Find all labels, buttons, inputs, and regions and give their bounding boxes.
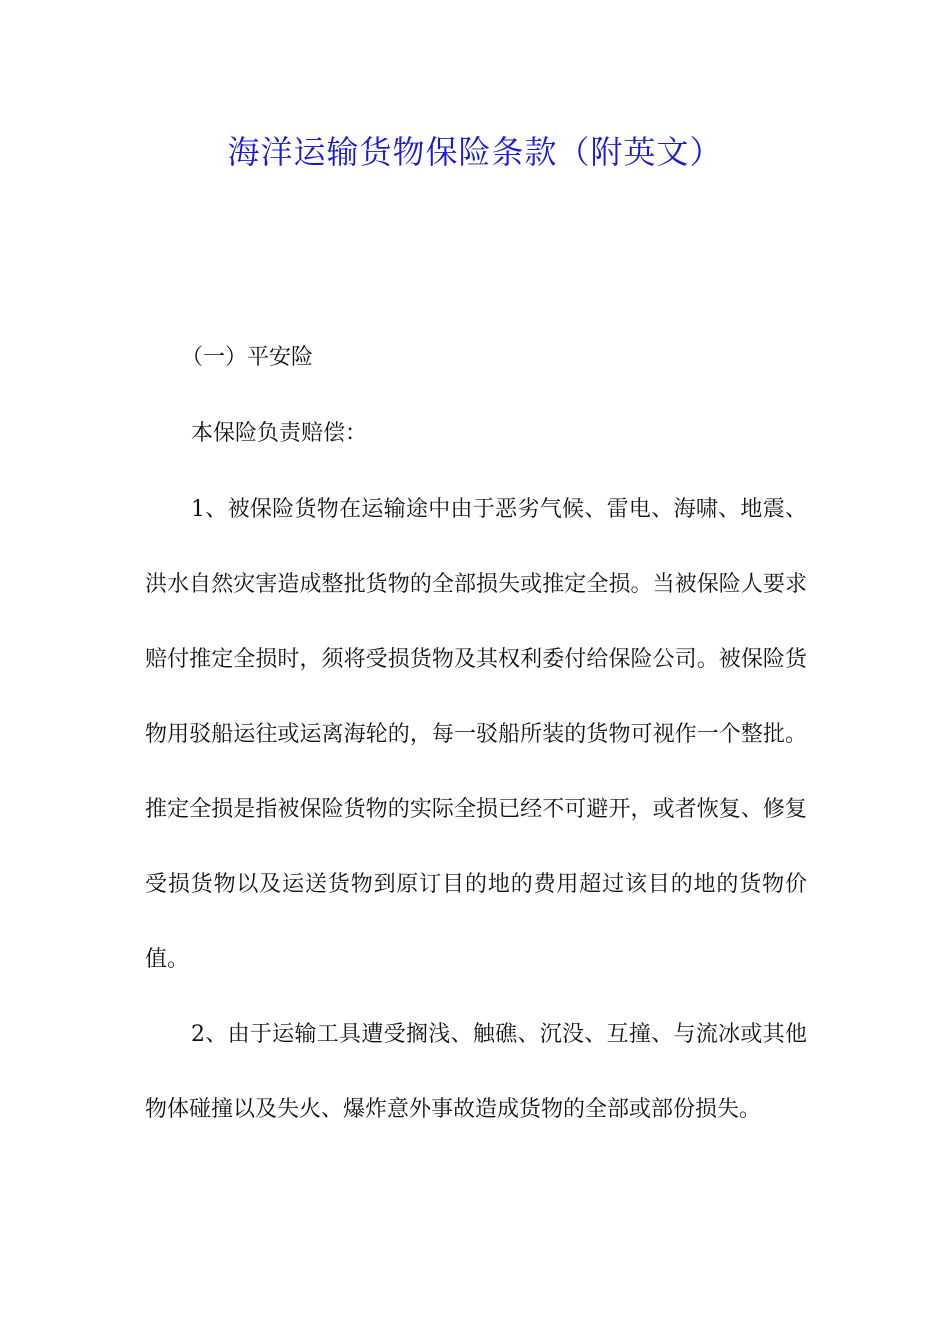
- document-body: [145, 338, 807, 1147]
- intro-paragraph: 本保险负责赔偿：: [191, 420, 368, 446]
- clause-paragraph-2: 2、由于运输工具遭受搁浅、触礁、沉没、互撞、与流冰或其他物体碰撞以及失火、爆炸意外事故造成货物的全部或部份损失。: [145, 1021, 807, 1122]
- document-title: 海洋运输货物保险条款（附英文）: [227, 133, 723, 171]
- clause-paragraph-1: 1、被保险货物在运输途中由于恶劣气候、雷电、海啸、地震、洪水自然灾害造成整批货物的全部损失或推定全损。当被保险人要求赔付推定全损时，须将受损货物及其权利委付给保险公司。被保险货物用驳船运往或运离海轮的，每一驳船所装的货物可视作一个整批。推定全损是指被保险货物的实际全损已经不可避开，或者恢复、修复受损货物以及运送货物到原订目的地的费用超过该目的地的货物价值。: [145, 496, 807, 972]
- section-heading: （一）平安险: [181, 345, 314, 370]
